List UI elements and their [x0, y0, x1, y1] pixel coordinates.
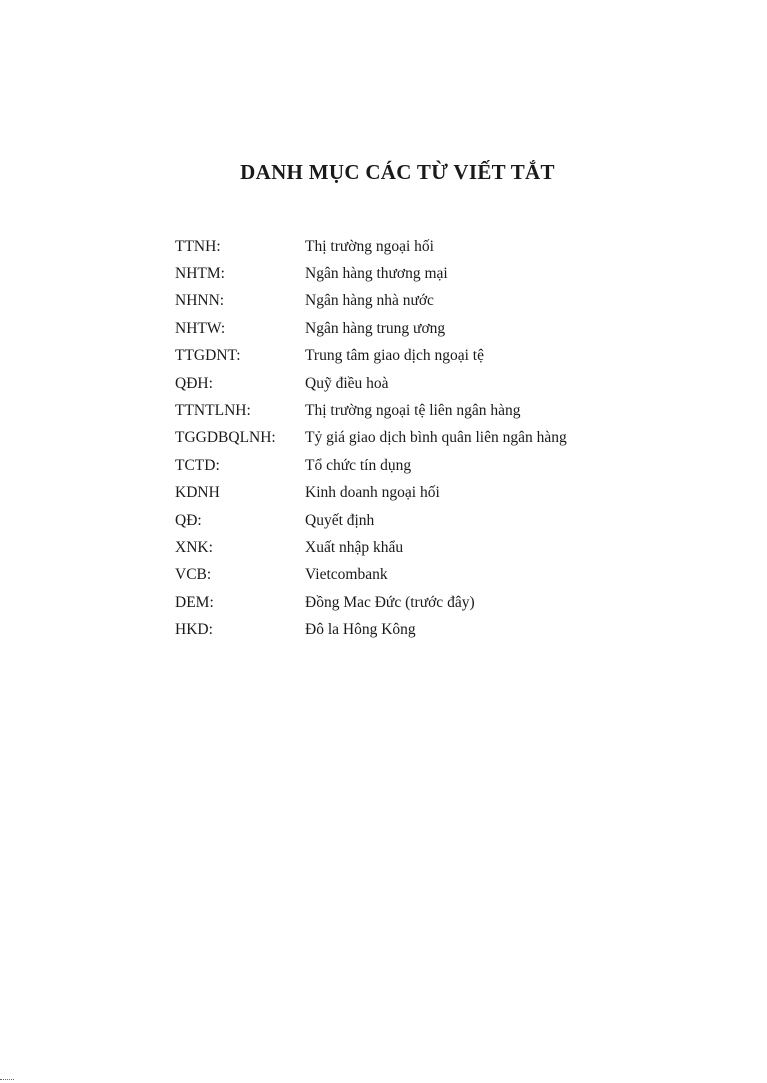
list-item	[175, 589, 735, 616]
abbreviation-meaning: Ngân hàng thương mại	[305, 265, 448, 283]
abbreviation-list	[175, 233, 735, 644]
list-item	[175, 507, 735, 534]
abbreviation-meaning: Kinh doanh ngoại hối	[305, 484, 440, 502]
abbreviation-meaning: Ngân hàng trung ương	[305, 319, 446, 337]
list-item	[175, 425, 735, 452]
abbreviation-code: NHTM:	[175, 265, 225, 283]
abbreviation-meaning: Trung tâm giao dịch ngoại tệ	[305, 347, 484, 365]
abbreviation-code: NHNN:	[175, 292, 225, 310]
list-item	[175, 260, 735, 287]
abbreviation-code: TTNH:	[175, 237, 221, 255]
abbreviation-code: TGGDBQLNH:	[175, 429, 276, 447]
abbreviation-meaning: Thị trường ngoại hối	[305, 237, 434, 255]
abbreviation-meaning: Tổ chức tín dụng	[305, 456, 412, 474]
list-item	[175, 534, 735, 561]
abbreviation-code: QĐH:	[175, 374, 213, 392]
abbreviation-code: TCTD:	[175, 456, 220, 474]
list-item	[175, 480, 735, 507]
list-item	[175, 288, 735, 315]
abbreviation-code: TTNTLNH:	[175, 402, 251, 420]
list-item	[175, 343, 735, 370]
abbreviation-meaning: Ngân hàng nhà nước	[305, 292, 434, 310]
abbreviation-code: HKD:	[175, 621, 213, 639]
abbreviation-meaning: Tỷ giá giao dịch bình quân liên ngân hàng	[305, 429, 567, 447]
list-item	[175, 616, 735, 643]
page-title: DANH MỤC CÁC TỪ VIẾT TẮT	[240, 160, 555, 184]
abbreviation-code: KDNH	[175, 484, 220, 502]
abbreviation-code: VCB:	[175, 566, 212, 584]
abbreviation-meaning: Đồng Mac Đức (trước đây)	[305, 593, 475, 611]
list-item	[175, 370, 735, 397]
scan-edge-mark	[0, 1079, 14, 1080]
abbreviation-code: XNK:	[175, 538, 213, 556]
abbreviation-code: NHTW:	[175, 319, 226, 337]
abbreviation-meaning: Xuất nhập khẩu	[305, 538, 404, 556]
list-item	[175, 452, 735, 479]
list-item	[175, 562, 735, 589]
abbreviation-code: TTGDNT:	[175, 347, 241, 365]
list-item	[175, 315, 735, 342]
abbreviation-meaning: Đô la Hông Kông	[305, 621, 416, 639]
abbreviation-code: DEM:	[175, 593, 214, 611]
abbreviation-meaning: Quyết định	[305, 511, 375, 529]
abbreviation-meaning: Quỹ điều hoà	[305, 374, 389, 392]
abbreviation-meaning: Vietcombank	[305, 566, 388, 584]
abbreviation-code: QĐ:	[175, 511, 202, 529]
list-item	[175, 233, 735, 260]
list-item	[175, 397, 735, 424]
abbreviation-meaning: Thị trường ngoại tệ liên ngân hàng	[305, 402, 521, 420]
